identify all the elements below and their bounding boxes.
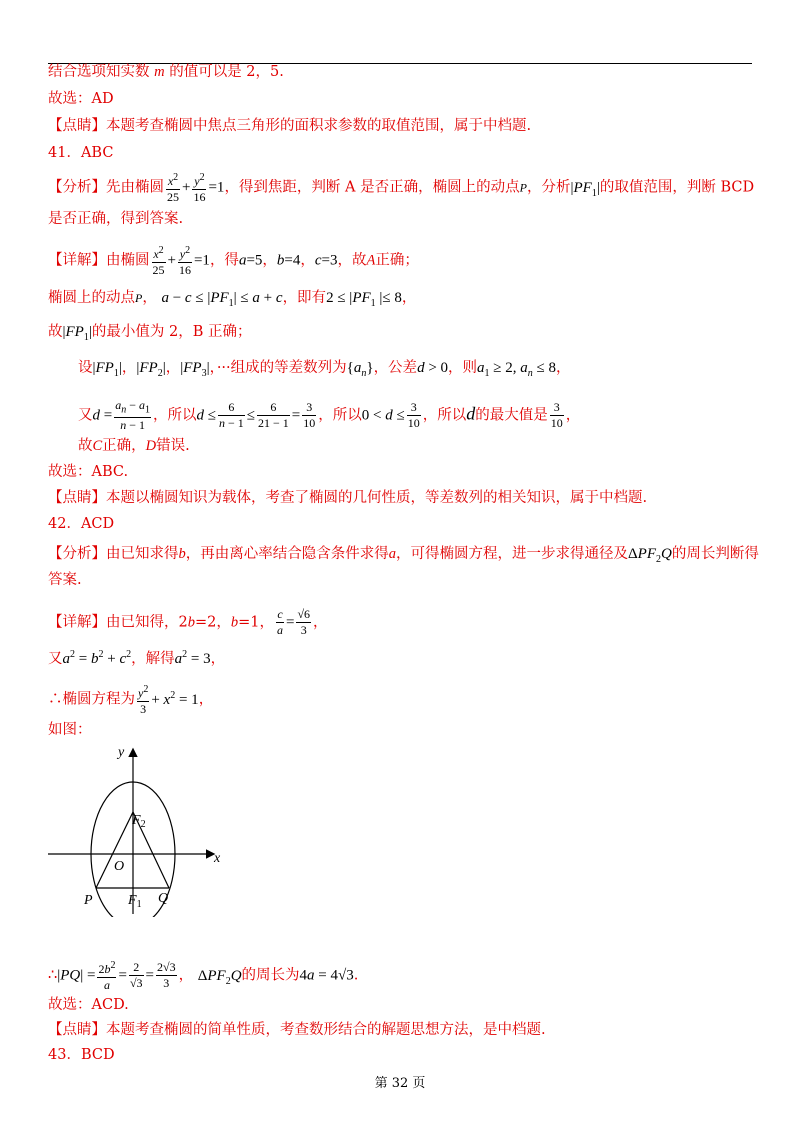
origin-label: O <box>114 859 125 874</box>
q42-equation-line: ∴椭圆方程为 $\frac{y^2}{3}$ + $x^2 = 1$， <box>48 684 214 716</box>
q42-choose-line: 故选：ACD. <box>48 997 129 1013</box>
question-43-number: 43．BCD <box>48 1047 115 1063</box>
q41-set-line: 设$|FP_1|$，$|FP_2|$，$|FP_3|$，···组成的等差数列为$\{a_n\}$，公差d > 0，则$a_1 \ge 2$, $a_n \le 8$， <box>78 360 571 379</box>
question-41-number: 41．ABC <box>48 145 114 161</box>
q42-figure-label: 如图： <box>48 722 92 738</box>
q42-analysis-line1: 【分析】由已知求得b，再由离心率结合隐含条件求得a，可得椭圆方程，进一步求得通径及$\Delta PF_2Q$的周长判断得 <box>48 546 759 565</box>
q42-detail-line: 【详解】由已知得，2b=2，b=1， $\frac{c}{a}$ = $\frac{√6}{3}$ ， <box>48 607 328 637</box>
p-label: P <box>84 893 93 908</box>
q41-also-line: 又d = $\frac{a_n - a_1}{n - 1}$ ，所以d ≤ $\frac{6}{n - 1}$ ≤ $\frac{6}{21 - 1}$ = $\frac{3}{10}$ ，所以0 < d ≤ $\frac{3}{10}$ ，所以d的最大值是 $\frac{3}{10}$ ， <box>78 398 581 433</box>
q42-comment-line: 【点睛】本题考查椭圆的简单性质，考查数形结合的解题思想方法，是中档题. <box>48 1022 546 1038</box>
q41-analysis-line2: 是否正确，得到答案. <box>48 211 184 227</box>
q42-analysis-line2: 答案. <box>48 572 82 588</box>
ellipse-figure <box>48 742 238 917</box>
y-axis-label: y <box>118 745 125 760</box>
q41-conclusion-line: 故C正确，D错误. <box>78 438 190 454</box>
x-axis-label: x <box>214 851 221 866</box>
q41-min-line: 故$|FP_1|$的最小值为 2，B 正确； <box>48 324 252 343</box>
segment-pf2 <box>96 812 133 888</box>
q41-detail-line1: 【详解】由椭圆 $\frac{x^2}{25}$ + $\frac{y^2}{16}$ =1，得a=5，b=4，c=3，故A正确； <box>48 245 419 277</box>
q41-moving-point-line: 椭圆上的动点P， $a - c \le |PF_1| \le a + c$，即有$2 \le |PF_1$ |≤ 8， <box>48 290 417 309</box>
q41-comment-line: 【点睛】本题以椭圆知识为载体，考查了椭圆的几何性质，等差数列的相关知识，属于中档题. <box>48 490 648 506</box>
q41-choose-line: 故选：ABC. <box>48 464 129 480</box>
f1-label: $F_1$ <box>128 893 142 910</box>
f2-label: $F_2$ <box>132 813 146 830</box>
answer-line: 故选：AD <box>48 91 114 107</box>
q41-analysis-line1: 【分析】先由椭圆 $\frac{x^2}{25}$ + $\frac{y^2}{16}$ =1，得到焦距，判断 A 是否正确，椭圆上的动点P，分析$|PF_1|$的取值范围，判断 BCD <box>48 172 755 204</box>
question-42-number: 42．ACD <box>48 516 115 532</box>
q42-pq-line: ∴|PQ| = $\frac{2b^2}{a}$ = $\frac{2}{√3}$ = $\frac{2√3}{3}$ ， $\Delta PF_2Q$的周长为4a = 4√3. <box>48 960 359 992</box>
q42-also-line: 又$a^2 = b^2 + c^2$，解得$a^2 = 3$， <box>48 649 226 667</box>
page-footer: 第 32 页 <box>374 1076 426 1091</box>
q-label: Q <box>158 891 169 906</box>
comment-line: 【点睛】本题考查椭圆中焦点三角形的面积求参数的取值范围，属于中档题. <box>48 118 532 134</box>
text-line: 结合选项知实数 m 的值可以是 2，5. <box>48 64 284 80</box>
